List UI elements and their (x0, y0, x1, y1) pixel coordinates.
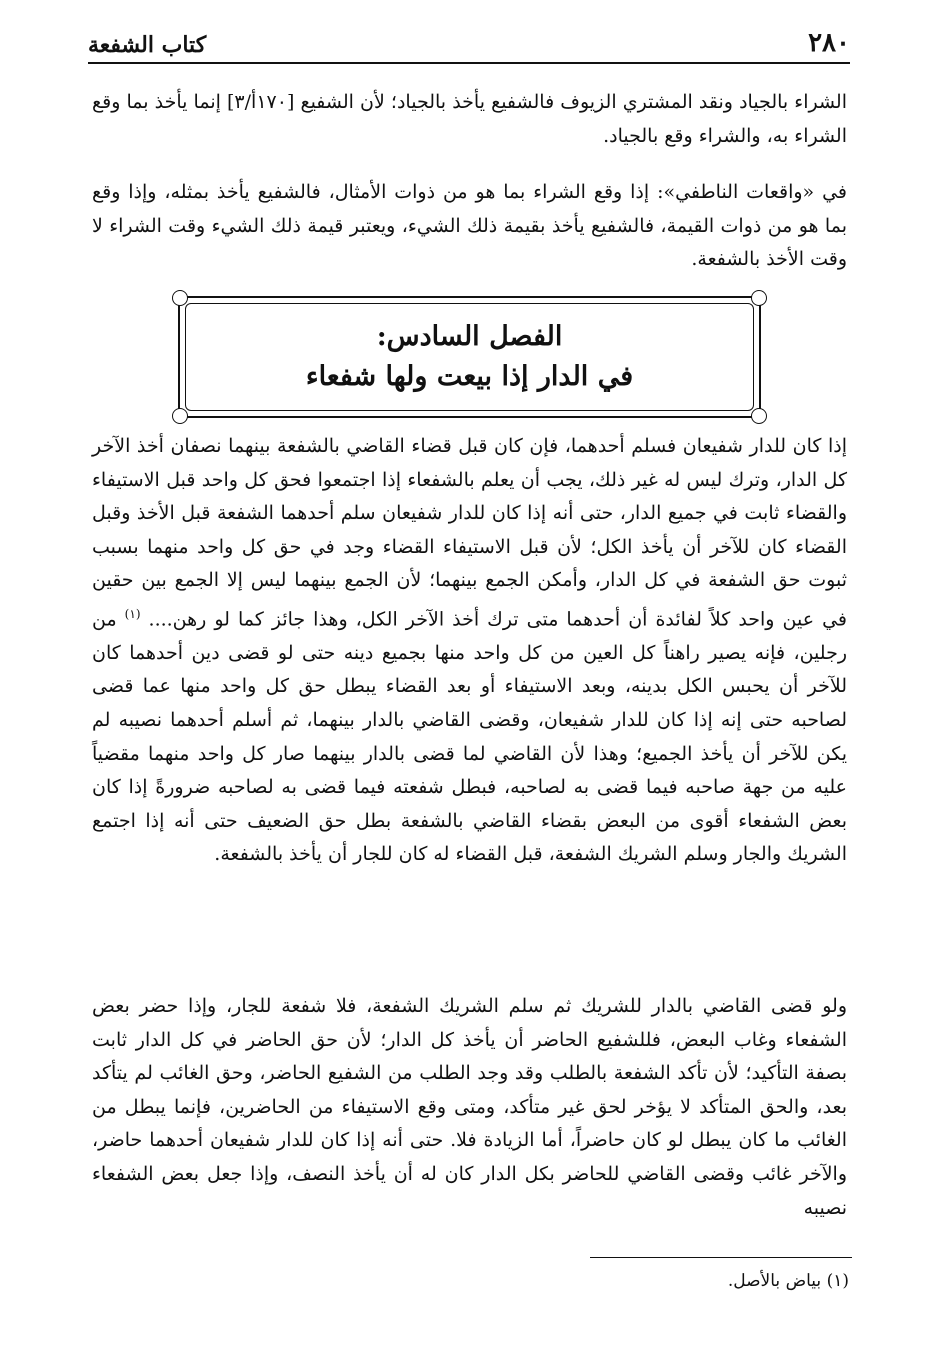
book-title: كتاب الشفعة (88, 32, 207, 58)
frame-corner-ornament (172, 290, 188, 306)
paragraph-3-part-2: من رجلين، فإنه يصير راهناً كل العين من كل واحد منها بجميع دينه حتى لو قضى دين أحدهما كان للآخر أن يحبس الكل بدينه، وبعد الاستيفاء أو بعد القضاء يبطل حق كل واحد منها عما قضى لصاحبه حتى إنه إذا كان للدار شفيعان، وقضى القاضي بالدار بينهما، ثم أسلم أحدهما نصيبه لم يكن للآخر أن يأخذ الجميع؛ وهذا لأن القاضي لما قضى بالدار بينهما صار كل واحد منهما مقضياً عليه من جهة صاحبه فيما قضى به لصاحبه، فبطل شفعته فيما قضى به لصاحبه ضرورةً إذا كان بعض الشفعاء أقوى من البعض بقضاء القاضي بالشفعة بطل حق الضعيف حتى أنه إذا اجتمع الشريك والجار وسلم الشريك الشفعة، قبل القضاء له كان للجار أن يأخذ بالشفعة. (92, 608, 847, 866)
chapter-number: الفصل السادس: (376, 321, 563, 352)
chapter-heading (185, 303, 754, 411)
paragraph-3-part-1: إذا كان للدار شفيعان فسلم أحدهما، فإن كان قبل قضاء القاضي بالشفعة بينهما نصفان أخذ الآخر كل الدار، وترك ليس له غير ذلك، يجب أن يعلم بالشفعاء إذا اجتمعوا فحق كل واحد قبل الاستيفاء والقضاء ثابت في جميع الدار، حتى أنه إذا كان للدار شفيعان سلم أحدهما الشفعة قبل الأخذ وقبل القضاء كان للآخر أن يأخذ الكل؛ لأن قبل الاستيفاء القضاء وجد في حق كل واحد منهما بسبب ثبوت حق الشفعة في كل الدار، وأمكن الجمع بينهما؛ لأن الجمع بينهما ليس إلا الجمع بين حقين في عين واحد كلاً لفائدة أن أحدهما متى ترك أخذ الآخر الكل، وهذا جائز كما لو رهن.... (92, 435, 847, 631)
footnote-text: بياض بالأصل. (727, 1271, 822, 1291)
footnote-mark: (١) (826, 1271, 849, 1291)
footnote-separator (590, 1257, 852, 1258)
chapter-heading-frame (178, 296, 761, 418)
paragraph-3 (92, 430, 847, 872)
frame-corner-ornament (172, 408, 188, 424)
paragraph-1: الشراء بالجياد ونقد المشتري الزيوف فالشفيع يأخذ بالجياد؛ لأن الشفيع [١٧٠أ/٣] إنما يأخذ بما وقع الشراء به، والشراء وقع بالجياد. (92, 91, 848, 147)
paragraph-2: في «واقعات الناطفي»: إذا وقع الشراء بما هو من ذوات الأمثال، فالشفيع يأخذ بمثله، وإذا وقع بما هو من ذوات القيمة، فالشفيع يأخذ بقيمة ذلك الشيء، ويعتبر قيمة ذلك الشيء وقت الشراء لا وقت الأخذ بالشفعة. (92, 181, 847, 271)
footnote (728, 1268, 849, 1294)
frame-corner-ornament (751, 408, 767, 424)
chapter-title: في الدار إذا بيعت ولها شفعاء (305, 361, 634, 392)
footnote-reference: (١) (124, 606, 141, 621)
frame-corner-ornament (751, 290, 767, 306)
paragraph-4: ولو قضى القاضي بالدار للشريك ثم سلم الشريك الشفعة، فلا شفعة للجار، وإذا حضر بعض الشفعاء وغاب البعض، فللشفيع الحاضر أن يأخذ كل الدار؛ لأن حق الحاضر في كل الدار ثابت بصفة التأكيد؛ لأن تأكد الشفعة بالطلب وقد وجد الطلب من الشفيع الحاضر، وحق الغائب لم يتأكد بعد، والحق المتأكد لا يؤخر لحق غير متأكد، ومتى وقع الاستيفاء من الحاضرين، فإنما يبطل من الغائب ما كان يبطل لو كان حاضراً، أما الزيادة فلا. حتى أنه إذا كان للدار شفيعان أحدهما حاضر، والآخر غائب وقضى القاضي للحاضر بكل الدار كان له أن يأخذ النصف، وإذا جعل بعض الشفعاء نصيبه (92, 995, 847, 1219)
page-number: ٢٨٠ (808, 28, 850, 58)
running-header (88, 28, 850, 64)
